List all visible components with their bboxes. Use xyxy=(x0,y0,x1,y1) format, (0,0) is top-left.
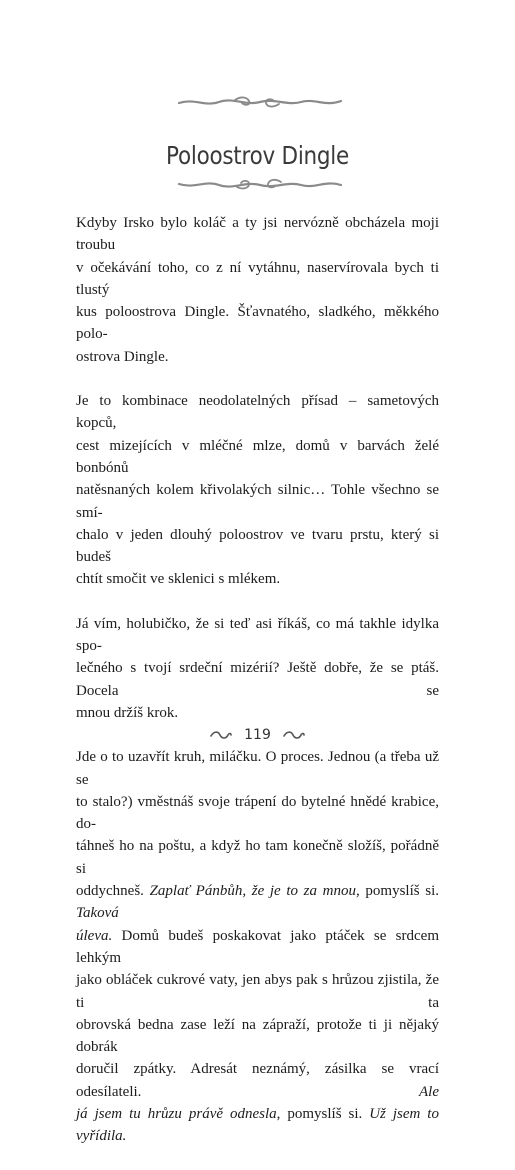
text-line: to stalo?) vměstnáš svoje trápení do bytelné hnědé krabice, do- xyxy=(76,793,439,833)
emphasis: úleva. xyxy=(76,927,113,944)
page-footer xyxy=(0,727,515,743)
text-line: chalo v jeden dlouhý poloostrov ve tvaru prstu, který si budeš xyxy=(76,526,439,566)
text-line: oddychneš. Zaplať Pánbůh, že je to za mnou, pomyslíš si. Taková xyxy=(76,883,439,922)
body-paragraph xyxy=(76,613,439,724)
emphasis: Ale xyxy=(419,1083,439,1100)
chapter-title: Poloostrov Dingle xyxy=(166,140,349,170)
text-line: doručil zpátky. Adresát neznámý, zásilka se vrací odesílateli. Ale xyxy=(76,1061,439,1100)
swash-divider-top-graphic xyxy=(175,94,345,110)
text-line: táhneš ho na poštu, a když ho tam konečně složíš, pořádně si xyxy=(76,838,439,877)
body-paragraph xyxy=(76,390,439,591)
text-line: natěsnaných kolem křivolakých silnic… Tohle všechno se smí- xyxy=(76,482,439,521)
swash-divider-icon xyxy=(175,176,345,192)
swash-divider-icon xyxy=(175,94,345,110)
text-line: jako obláček cukrové vaty, jen abys pak s hrůzou zjistila, že ti ta xyxy=(76,972,439,1011)
emphasis: já jsem tu hrůzu právě odnesla xyxy=(76,1105,277,1122)
emphasis: Taková xyxy=(76,905,119,922)
text-line: ostrova Dingle. xyxy=(76,348,169,365)
text-line: já jsem tu hrůzu právě odnesla, pomyslíš si. Už jsem to vyřídila. xyxy=(76,1105,439,1145)
text-line: mnou držíš krok. xyxy=(76,704,179,721)
text-line: Je to kombinace neodolatelných přísad – sametových kopců, xyxy=(76,393,439,432)
body-paragraph xyxy=(76,746,439,1147)
text-line: cest mizejících v mléčné mlze, domů v barvách želé bonbónů xyxy=(76,437,439,476)
swirl-icon xyxy=(283,730,305,740)
swirl-icon xyxy=(210,730,232,740)
emphasis: Zaplať Pánbůh, že je to za mnou xyxy=(149,883,357,900)
emphasis: Už jsem to vyřídila. xyxy=(76,1105,439,1145)
text-line: kus poloostrova Dingle. Šťavnatého, sladkého, měkkého polo- xyxy=(76,304,439,343)
text-line: lečného s tvojí srdeční mizérií? Ještě dobře, že se ptáš. Docela se xyxy=(76,660,439,699)
text-line: v očekávání toho, co z ní vytáhnu, naservírovala bych ti tlustý xyxy=(76,259,439,298)
swash-divider-bottom-graphic xyxy=(175,176,345,192)
text-line: Jde o to uzavřít kruh, miláčku. O proces. Jednou (a třeba už se xyxy=(76,749,439,788)
text-line: Já vím, holubičko, že si teď asi říkáš, co má takhle idylka spo- xyxy=(76,615,439,655)
text-line: Kdyby Irsko bylo koláč a ty jsi nervózně obcházela moji troubu xyxy=(76,215,439,254)
chapter-body xyxy=(76,212,439,1170)
text-line: obrovská bedna zase leží na zápraží, protože ti ji nějaký dobrák xyxy=(76,1016,439,1056)
body-paragraph xyxy=(76,212,439,368)
page-number: 119 xyxy=(244,727,271,743)
text-line: chtít smočit ve sklenici s mlékem. xyxy=(76,571,281,588)
text-line: úleva. Domů budeš poskakovat jako ptáček se srdcem lehkým xyxy=(76,927,439,966)
